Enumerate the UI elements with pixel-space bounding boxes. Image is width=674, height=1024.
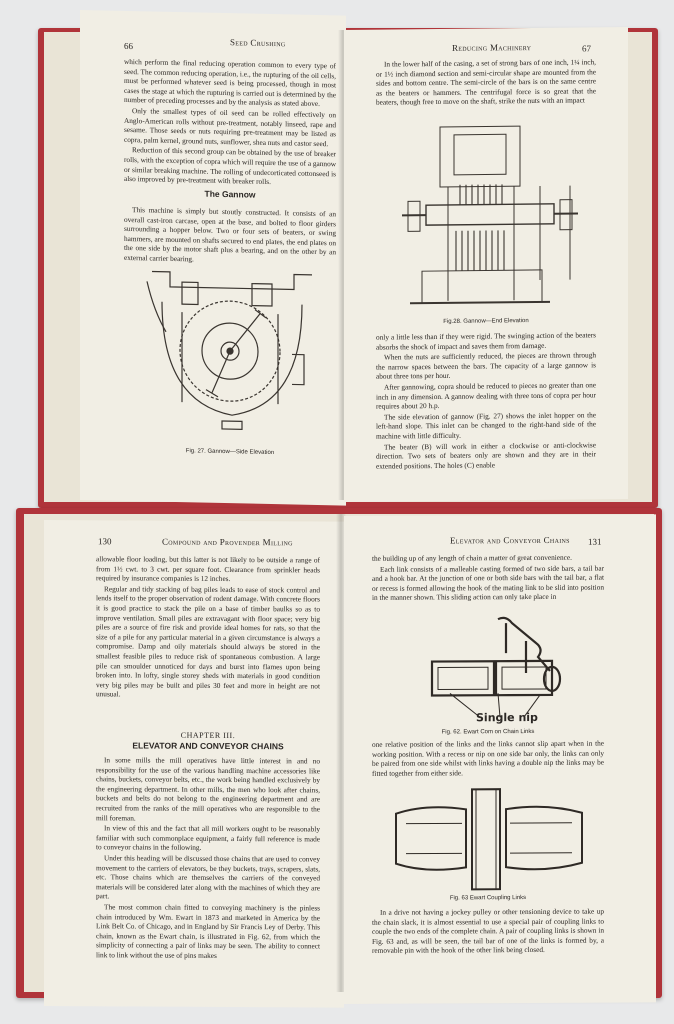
running-header: Compound and Provender Milling <box>162 536 293 548</box>
body-text-middle <box>372 739 604 780</box>
paragraph: In view of this and the fact that all mill workers ought to be reasonably familiar with such commonplace equipment, a fairly full reference is made to conveyor chains in the following. <box>96 823 320 853</box>
paragraph: Each link consists of a malleable casting formed of two side bars, a tail bar and a hook bar. At the junction of one or both side bars with the tail bar, a flat or recess is formed allowing the hook of the mating link to be slid into position in the manner shown. This sliding action can only take place in <box>372 563 604 603</box>
page-number: 131 <box>588 536 602 547</box>
paragraph: the building up of any length of chain a matter of great convenience. <box>372 552 572 563</box>
annotation-arrows <box>440 691 560 725</box>
paragraph: This machine is simply but stoutly constructed. It consists of an overall cast-iron carcase, open at the base, and bolted to floor girders surrounding a hopper below. Two or four sets of beaters, or swing hammers, are mounted on shafts secured to end plates, the end plates on the one side by the motor shaft plus a bearing, and on the other by an external carrier bearing. <box>124 205 336 264</box>
paragraph: In some mills the mill operatives have little interest in and no responsibility for the use of the various handling machine accessories like chains, buckets, conveyor belts, etc., the work being handled exclusively by the engineering department. In other mills, the men who look after chains, buckets and belts do not belong to the engineering department and are recruited from the ranks of the mill operatives who are responsible to the mill foreman. <box>96 755 320 823</box>
paragraph: The side elevation of gannow (Fig. 27) shows the inlet hopper on the left-hand slope. This inlet can be changed to the right-hand side of the machine with little difficulty. <box>376 410 596 441</box>
bottom-left-page <box>44 520 344 1008</box>
page-number: 66 <box>124 40 133 52</box>
body-text <box>124 57 336 189</box>
handwritten-label: Single nip <box>476 710 538 725</box>
running-header: Reducing Machinery <box>452 42 532 53</box>
bottom-right-page <box>344 514 656 1004</box>
page-number: 130 <box>98 536 112 547</box>
paragraph: one relative position of the links and the links cannot slip apart when in the working position. With a recess or nip on one side bar only, the links can only be paired from one side whilst with links having a double nip the links may be fitted together from either side. <box>372 738 604 778</box>
paragraph: Only the smallest types of oil seed can be rolled effectively on Anglo-American rolls without pre-treatment, notably linseed, rape and sesame. Those seeds or nuts requiring pre-treatment may be listed as copra, palm kernel, ground nuts, sunflower, shea nuts and castor seed. <box>124 106 336 148</box>
page-number: 67 <box>582 43 591 54</box>
chapter-label: CHAPTER III. <box>180 730 236 741</box>
paragraph: Reduction of this second group can be obtained by the use of breaker rolls, with the exception of copra which will require the use of a gannow or similar breaking machine. The rolling of undecorticated cottonseed is also improved by pre-treatment with breaker rolls. <box>124 145 336 187</box>
paragraph: Regular and tidy stacking of bag piles leads to ease of stock control and lends itself to the proper observation of rodent damage. With concrete floors it is good practice to stack the pile on a base of timber baulks so as to improve ventilation. Small piles are extravagant with floor space; very big piles are a source of fire risk and provide ideal homes for rats, so that the size of a pile for any particular material in a given circumstance is always a compromise. Damp and oily materials should always be stored in the smallest feasible piles to reduce risk of spontaneous combustion. A large pile can smoulder unnoticed for days and burst into flames upon being broken into. In lofty, single storey sheds with materials in good condition very big piles may be built and piles 30 feet and more in height are not unusual. <box>96 584 320 699</box>
ewart-coupling-links-figure <box>386 783 586 894</box>
body-text <box>96 554 320 701</box>
body-text-bottom <box>376 330 596 472</box>
paragraph: The most common chain fitted to conveying machinery is the pinless chain introduced by Wm. Ewart in 1873 and marketed in America by the Link Belt Co. of Chicago, and in England by Sir Francis Ley of Derby. This chain, known as the Ewart chain, is illustrated in Fig. 62, from which the simplicity of connecting a pair of links may be seen. The ability to connect link to link without the use of pins makes <box>96 902 320 960</box>
chapter-title: ELEVATOR AND CONVEYOR CHAINS <box>132 740 284 752</box>
paragraph: Under this heading will be discussed those chains that are used to convey movement to the carriers of elevators, be they buckets, trays, scrapers, slats, etc. Those chains which are themselves the carriers of the conveyed materials will be considered later along with the machines of which they are part. <box>96 853 320 901</box>
paragraph: only a little less than if they were rigid. The swinging action of the beaters absorbs the shock of impact and saves them from damage. <box>376 330 596 352</box>
running-header: Elevator and Conveyor Chains <box>450 534 570 546</box>
body-text-top <box>372 553 604 604</box>
gannow-end-elevation-figure <box>400 120 580 312</box>
running-header: Seed Crushing <box>230 37 286 49</box>
paragraph: After gannowing, copra should be reduced to pieces no greater than one inch in any dimension. A gannow dealing with three tons of copra per hour requires about 20 h.p. <box>376 380 596 411</box>
chapter-text <box>96 755 320 962</box>
figure-caption: Fig.28. Gannow—End Elevation <box>443 318 529 325</box>
paragraph: In a drive not having a jockey pulley or other tensioning device to take up the chain slack, it is almost essential to use a special pair of coupling links to couple the two ends of the complete chain. A pair of coupling links is shown in Fig. 63 and, as will be seen, the tail bar of one of the links is formed by, a removable pin with the hook of the other link being closed. <box>372 906 604 956</box>
body-text-bottom <box>372 907 604 957</box>
paragraph: The beater (B) will work in either a clockwise or anti-clockwise direction. Two sets of beaters only are shown and they are in their extended positions. The holes (C) enable <box>376 439 596 471</box>
figure-caption: Fig. 62. Ewart Com on Chain Links <box>441 729 535 736</box>
figure-caption: Fig. 27. Gannow—Side Elevation <box>185 448 275 457</box>
section-title: The Gannow <box>204 188 256 200</box>
top-left-page <box>80 10 346 506</box>
paragraph: allowable floor loading, but this latter is not likely to be outside a range of from 1½ cwt. to 3 cwt. per square foot. Clearance from sprinkler heads required by insurance companies is 12 inches. <box>96 554 320 584</box>
paragraph: When the nuts are sufficiently reduced, the pieces are thrown through the narrow spaces between the bars. The capacity of a large gannow is about three tons per hour. <box>376 350 596 382</box>
body-text-top <box>376 57 596 108</box>
figure-caption: Fig. 63 Ewart Coupling Links <box>449 895 527 902</box>
paragraph: which perform the final reducing operation common to every type of seed. The common reducing operation, i.e., the rupturing of the oil cells, must be performed whatever seed is being processed, though in most cases the stage at which the rupturing is carried out is determined by the number of preceding processes and by the analysis as stated above. <box>124 56 336 109</box>
top-right-page <box>344 27 628 502</box>
paragraph: In the lower half of the casing, a set of strong bars of one inch, 1¼ inch, or 1½ inch diamond section and semi-circular shape are mounted from the sides and bottom centre. The semi-circle of the bars is on the same centre as the beaters or hammers. The centrifugal force is so great that the beaters, though free to move on the shaft, strike the nuts with an impact <box>376 57 596 108</box>
gannow-side-elevation-figure <box>142 251 322 435</box>
